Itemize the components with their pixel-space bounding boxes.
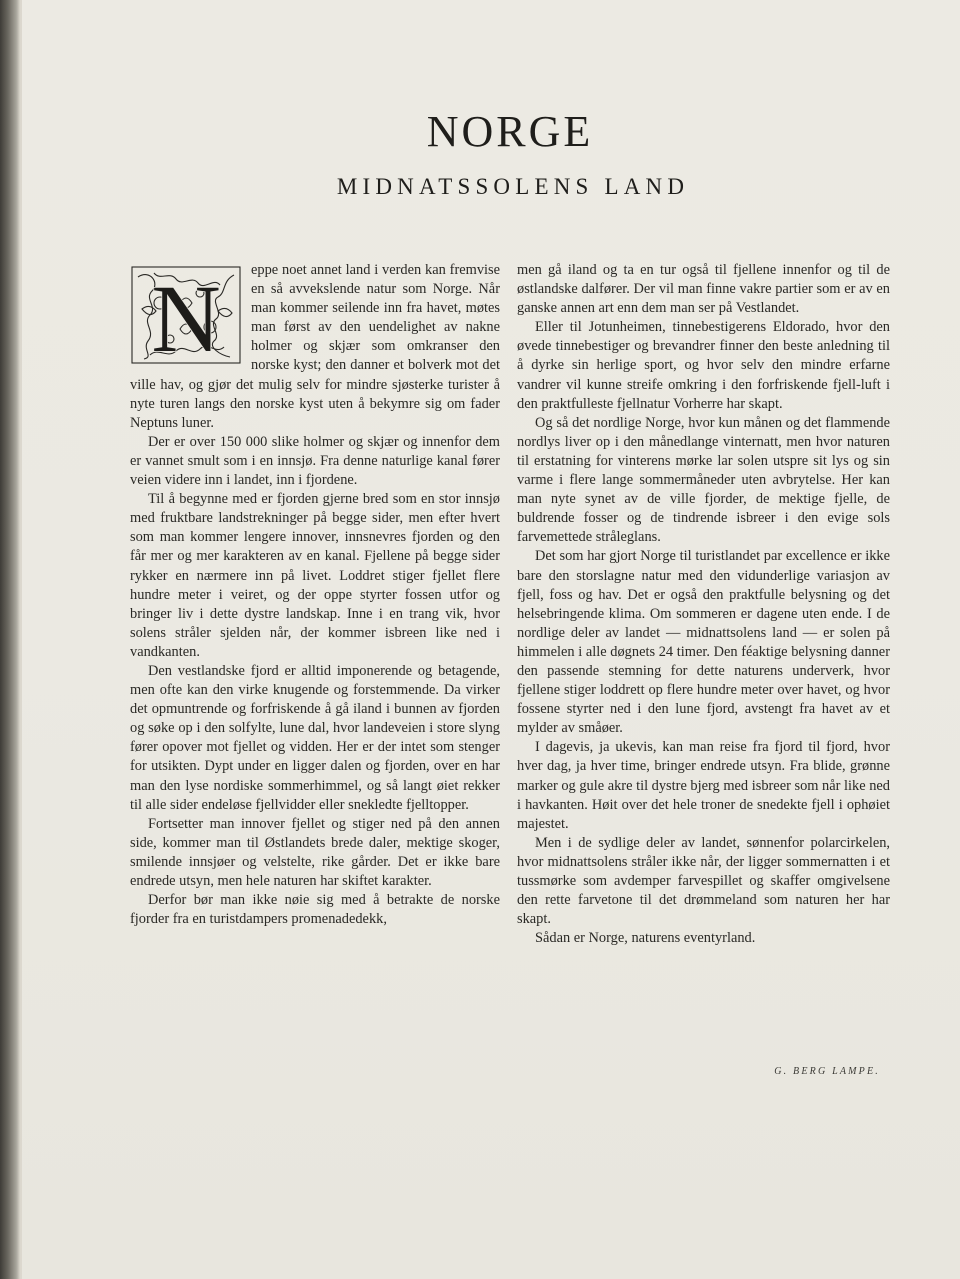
article-column-left	[130, 261, 500, 929]
paragraph: Eller til Jotunheimen, tinnebestigerens Eldorado, hvor den øvede tinnebestiger og brevandrer finner den beste anledning til å dyrke sin herlige sport, og hvor selv den mindre erfarne vandrer vil kunne streife omkring i den forfriskende fjell-luft i den praktfulleste fjellnatur Vorherre har skapt.	[517, 319, 890, 412]
paragraph: Derfor bør man ikke nøie sig med å betrakte de norske fjorder fra en turistdampers promenadedekk,	[130, 892, 500, 928]
author-signature: G. BERG LAMPE.	[774, 1066, 880, 1077]
page-subtitle: MIDNATSSOLENS LAND	[336, 174, 690, 199]
paragraph: eppe noet annet land i verden kan fremvise en så avvekslende natur som Norge. Når man kommer seilende inn fra havet, møtes man først av den uendelighet av nakne holmer og skjær som omkranser den norske kyst; den danner et bolverk mot det ville hav, og gjør det mulig selv for mindre sjøsterke turister å nyte turen langs den norske kyst uten å bekymre sig om fader Neptuns luner.	[130, 262, 500, 431]
page-title: NORGE	[426, 107, 594, 156]
paragraph: Sådan er Norge, naturens eventyrland.	[535, 930, 756, 947]
paragraph: Fortsetter man innover fjellet og stiger ned på den annen side, kommer man til Østlandets brede daler, mektige skoger, smilende innsjøer og velstelte, rike gårder. Det er ikke bare endrede utsyn, men hele naturen har skiftet karakter.	[130, 815, 500, 889]
ornamental-drop-cap-n	[130, 263, 242, 367]
paragraph: Og så det nordlige Norge, hvor kun månen og det flammende nordlys liver op i den månedlange vinternatt, men hvor naturen til erstatning for vinterens mørke lar solen utspre sit lys og sin varme i flere lange sommermåneder uten avbrytelse. Her kan man nyte synet av de ville fjorder, de mektige fjelle, de buldrende fosser og de tindrende isbreer i den evige sols farvemettede stråleglans.	[517, 414, 890, 546]
paragraph: Det som har gjort Norge til turistlandet par excellence er ikke bare den storslagne natur med den vidunderlige variasjon av fjell, foss og hav. Det er også den praktfulle belysning og det helsebringende klima. Om sommeren er dagene uten ende. I de nordlige deler av landet — midnattsolens land — er solen på himmelen i alle døgnets 24 timer. Den féaktige belysning danner den passende stemning for dette naturens underverk, hvor fjellene stiger loddrett op flere hundre meter over havet, og hvor fossene styrter ned i den lune fjord, avstengt fra havet av et mylder av småøer.	[517, 548, 890, 737]
paragraph: Der er over 150 000 slike holmer og skjær og innenfor dem er vannet smult som i en innsjø. Fra denne naturlige kanal fører veien videre inn i landet, inn i fjordene.	[130, 433, 500, 489]
paragraph: Den vestlandske fjord er alltid imponerende og betagende, men ofte kan den virke knugende og forstemmende. Da virker det opmuntrende og forfriskende å gå iland i bunnen av fjorden og søke op i den solfylte, lune dal, hvor landeveien i store slyng fører opover mot fjellet og vidden. Her er der intet som stenger for utsikten. Dypt under en ligger dalen og fjorden, over en har man den lyse nordiske sommerhimmel, og så langt øiet rekker til alle sider endeløse fjellvidder eller snekledte fjelltopper.	[130, 662, 500, 813]
paragraph: I dagevis, ja ukevis, kan man reise fra fjord til fjord, hvor hver dag, ja hver time, bringer endrede utsyn. Fra blide, grønne marker og gule akre til dystre bjerg med isbreer som når like ned i havkanten. Høit over det hele troner de snedekte fjell i ophøiet majestet.	[517, 739, 890, 832]
paragraph: men gå iland og ta en tur også til fjellene innenfor og til de østlandske dalfører. Der vil man finne vakre partier som er av en ganske annen art enn dem man ser på Vestlandet.	[517, 262, 890, 317]
paragraph: Men i de sydlige deler av landet, sønnenfor polarcirkelen, hvor midnattsolens stråler ikke når, der ligger sommernatten i et tussmørke som avdemper farvespillet og skaffer omgivelsene den rette farvetone til det drømmeland som naturen her har skapt.	[517, 834, 890, 928]
article-column-right	[517, 261, 890, 948]
paragraph: Til å begynne med er fjorden gjerne bred som en stor innsjø med fruktbare landstrekninger på begge sider, men efter hvert som man kommer lengere innover, innsnevres fjorden og den får mer og mer karakteren av en kanal. Fjellene på begge sider rykker en nærmere inn på livet. Loddret stiger fjellet flere hundre meter i veiret, og der oppe styrter fossen utfor og bringer liv i dette dystre landskap. Inne i en trang vik, hvor solens stråler sjelden når, der kommer isbreen like ned i vandkanten.	[130, 491, 500, 660]
drop-cap-letter: N	[151, 265, 221, 367]
